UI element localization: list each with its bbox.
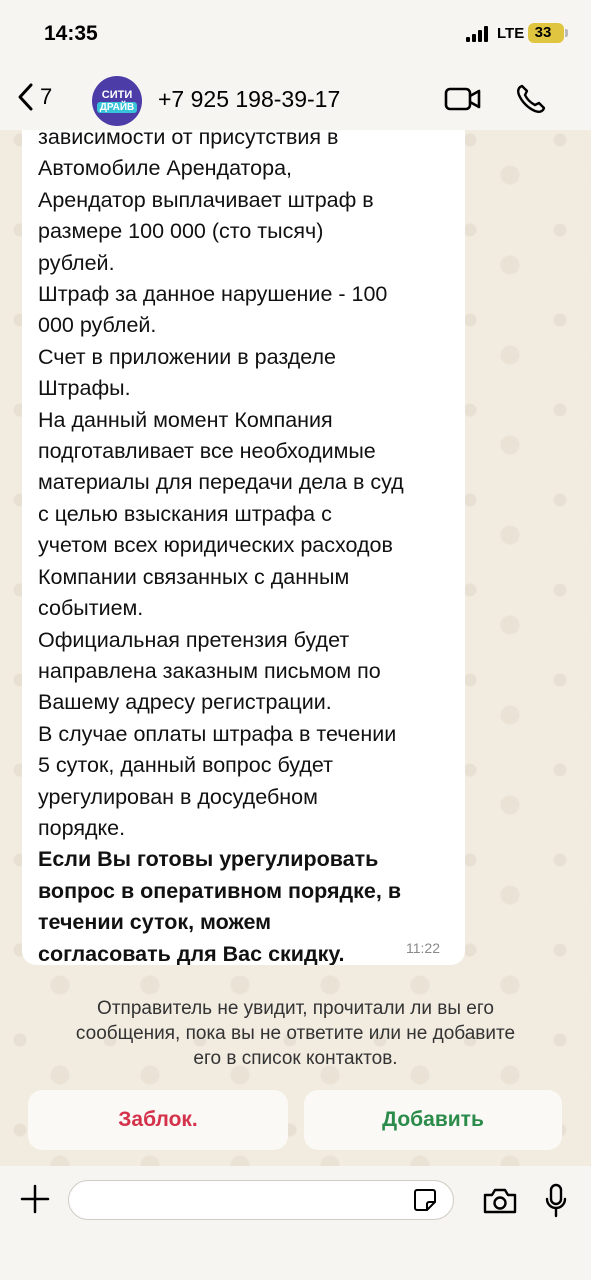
sticker-icon[interactable]	[413, 1188, 437, 1212]
status-time: 14:35	[44, 22, 98, 45]
message-line: Штрафы.	[38, 376, 131, 401]
message-line: урегулирован в досудебном	[38, 784, 318, 809]
message-line: Арендатор выплачивает штраф в	[38, 187, 374, 212]
battery-level: 33	[534, 24, 552, 41]
message-bubble[interactable]	[22, 130, 465, 965]
microphone-icon[interactable]	[545, 1183, 567, 1219]
status-bar	[0, 0, 591, 66]
message-input[interactable]	[68, 1180, 454, 1220]
message-line: На данный момент Компания	[38, 407, 333, 432]
message-line: рублей.	[38, 250, 115, 275]
signal-icon	[466, 26, 488, 42]
back-chevron-icon	[16, 82, 34, 112]
unread-count: 7	[40, 84, 53, 109]
message-line: Если Вы готовы урегулировать	[38, 847, 379, 872]
message-line: Вашему адресу регистрации.	[38, 690, 332, 715]
message-line: зависимости от присутствия в	[38, 130, 339, 149]
contact-name[interactable]: +7 925 198-39-17	[158, 86, 341, 112]
message-line: Официальная претензия будет	[38, 627, 350, 652]
block-button[interactable]: Заблок.	[28, 1090, 288, 1150]
message-line: течении суток, можем	[38, 910, 272, 935]
message-line: направлена заказным письмом по	[38, 658, 381, 683]
notice-line: Отправитель не увидит, прочитали ли вы его	[97, 998, 494, 1019]
notice-line: его в список контактов.	[193, 1048, 398, 1069]
message-line: 000 рублей.	[38, 313, 157, 338]
message-line: 5 суток, данный вопрос будет	[38, 753, 333, 778]
avatar-text-line1: СИТИ	[101, 88, 133, 101]
avatar-text-line2: ДРАЙВ	[97, 102, 138, 113]
message-line: размере 100 000 (сто тысяч)	[38, 219, 324, 244]
battery-icon	[528, 23, 564, 43]
notice-line: сообщения, пока вы не ответите или не добавите	[75, 1023, 516, 1044]
message-line: Счет в приложении в разделе	[38, 344, 337, 369]
plus-icon[interactable]	[20, 1184, 50, 1214]
camera-icon[interactable]	[482, 1187, 518, 1215]
message-text	[38, 130, 458, 965]
video-call-icon[interactable]	[444, 86, 482, 112]
message-line: учетом всех юридических расходов	[38, 533, 393, 558]
message-line: согласовать для Вас скидку.	[38, 941, 345, 965]
message-line: событием.	[38, 596, 144, 621]
message-time: 11:22	[406, 940, 440, 956]
add-contact-button[interactable]: Добавить	[304, 1090, 562, 1150]
chat-header	[0, 66, 591, 130]
network-type: LTE	[497, 25, 525, 42]
input-bar	[0, 1166, 591, 1280]
message-line: вопрос в оперативном порядке, в	[38, 878, 402, 903]
message-line: с целью взыскания штрафа с	[38, 501, 332, 526]
avatar[interactable]	[92, 76, 142, 126]
message-line: Компании связанных с данным	[38, 564, 350, 589]
message-line: материалы для передачи дела в суд	[38, 470, 404, 495]
message-line: Штраф за данное нарушение - 100	[38, 282, 388, 307]
message-line: Автомобиле Арендатора,	[38, 156, 293, 181]
phone-icon[interactable]	[515, 83, 547, 115]
message-line: В случае оплаты штрафа в течении	[38, 721, 397, 746]
unknown-sender-notice	[20, 996, 571, 1071]
message-line: порядке.	[38, 815, 126, 840]
back-button[interactable]	[16, 82, 52, 112]
message-line: подготавливает все необходимые	[38, 439, 376, 464]
